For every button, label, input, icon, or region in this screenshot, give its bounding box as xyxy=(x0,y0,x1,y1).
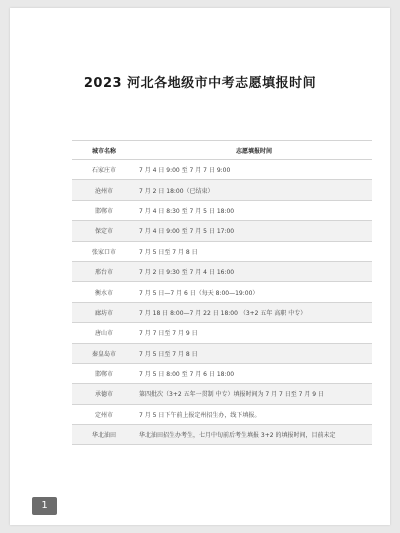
city-cell: 沧州市 xyxy=(72,180,136,200)
header-city: 城市名称 xyxy=(72,141,136,160)
city-cell: 张家口市 xyxy=(72,241,136,261)
time-cell: 7 月 5 日至 7 月 8 日 xyxy=(136,241,372,261)
table-row xyxy=(72,404,372,424)
time-cell: 7 月 5 日至 7 月 8 日 xyxy=(136,343,372,363)
city-cell: 邢台市 xyxy=(72,261,136,281)
time-cell: 华北油田招生办考生，七月中旬前后考生填报 3+2 的填报时间，目前未定 xyxy=(136,425,372,445)
time-cell: 7 月 5 日—7 月 6 日（每天 8:00—19:00） xyxy=(136,282,372,302)
table-row xyxy=(72,323,372,343)
city-cell: 定州市 xyxy=(72,404,136,424)
page-number-indicator[interactable]: 1 xyxy=(32,497,57,515)
time-cell: 7 月 4 日 8:30 至 7 月 5 日 18:00 xyxy=(136,200,372,220)
city-cell: 保定市 xyxy=(72,221,136,241)
city-cell: 衡水市 xyxy=(72,282,136,302)
table-header-row xyxy=(72,141,372,160)
time-cell: 7 月 4 日 9:00 至 7 月 7 日 9:00 xyxy=(136,160,372,180)
time-cell: 7 月 7 日至 7 月 9 日 xyxy=(136,323,372,343)
table-row xyxy=(72,425,372,445)
table-row xyxy=(72,363,372,383)
table-row xyxy=(72,302,372,322)
table-row xyxy=(72,282,372,302)
city-cell: 邯郸市 xyxy=(72,363,136,383)
table-row xyxy=(72,241,372,261)
time-cell: 7 月 4 日 9:00 至 7 月 5 日 17:00 xyxy=(136,221,372,241)
city-cell: 邯郸市 xyxy=(72,200,136,220)
table-row xyxy=(72,384,372,404)
time-cell: 7 月 5 日下午前上报定州招生办，线下填报。 xyxy=(136,404,372,424)
city-cell: 唐山市 xyxy=(72,323,136,343)
time-cell: 7 月 18 日 8:00—7 月 22 日 18:00 （3+2 五年 高职 中专） xyxy=(136,302,372,322)
document-page xyxy=(10,8,390,525)
city-cell: 廊坊市 xyxy=(72,302,136,322)
table-row xyxy=(72,160,372,180)
table-row xyxy=(72,221,372,241)
schedule-table xyxy=(72,140,372,445)
table-row xyxy=(72,261,372,281)
time-cell: 7 月 2 日 18:00（已结束） xyxy=(136,180,372,200)
table-row xyxy=(72,180,372,200)
city-cell: 秦皇岛市 xyxy=(72,343,136,363)
table-row xyxy=(72,200,372,220)
city-cell: 承德市 xyxy=(72,384,136,404)
time-cell: 7 月 2 日 9:30 至 7 月 4 日 16:00 xyxy=(136,261,372,281)
time-cell: 7 月 5 日 8:00 至 7 月 6 日 18:00 xyxy=(136,363,372,383)
city-cell: 华北油田 xyxy=(72,425,136,445)
document-title: 2023 河北各地级市中考志愿填报时间 xyxy=(83,76,317,91)
header-time: 志愿填报时间 xyxy=(136,141,372,160)
time-cell: 第四批次（3+2 五年一贯制 中专）填报时间为 7 月 7 日至 7 月 9 日 xyxy=(136,384,372,404)
table-row xyxy=(72,343,372,363)
city-cell: 石家庄市 xyxy=(72,160,136,180)
